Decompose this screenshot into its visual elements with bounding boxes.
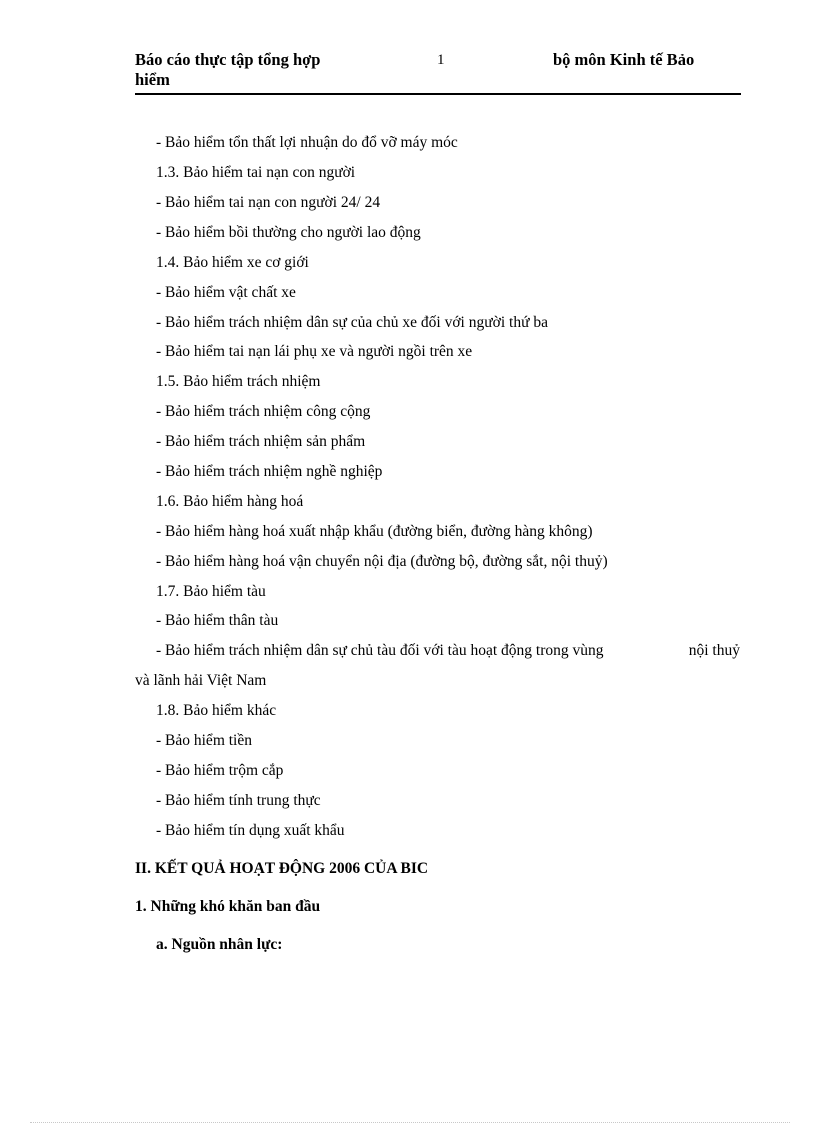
section-heading: 1.6. Bảo hiểm hàng hoá: [156, 493, 304, 510]
list-item: - Bảo hiểm tín dụng xuất khẩu: [156, 822, 345, 839]
subsubsection-heading: a. Nguồn nhân lực:: [156, 936, 283, 953]
header-divider: [135, 93, 741, 95]
section-heading: 1.7. Bảo hiểm tàu: [156, 583, 266, 600]
list-item-wrapped: [156, 641, 740, 661]
list-item: - Bảo hiểm tai nạn con người 24/ 24: [156, 194, 381, 211]
page-number: 1: [437, 52, 445, 68]
list-item: - Bảo hiểm hàng hoá vận chuyển nội địa (đường bộ, đường sắt, nội thuỷ): [156, 553, 608, 570]
subsection-heading: 1. Những khó khăn ban đầu: [135, 898, 321, 915]
page-header: [135, 50, 740, 94]
list-item: - Bảo hiểm hàng hoá xuất nhập khẩu (đường biển, đường hàng không): [156, 523, 593, 540]
list-item: - Bảo hiểm tiền: [156, 732, 252, 749]
list-item: - Bảo hiểm bồi thường cho người lao động: [156, 224, 421, 241]
section-heading: 1.4. Bảo hiểm xe cơ giới: [156, 254, 309, 271]
list-item: - Bảo hiểm trách nhiệm nghề nghiệp: [156, 463, 383, 480]
list-item: - Bảo hiểm tai nạn lái phụ xe và người ngồi trên xe: [156, 343, 473, 360]
header-report-title: [135, 50, 365, 90]
list-item-text-end: nội thuỷ: [688, 642, 740, 659]
header-title-line-1: Báo cáo thực tập tổng hợp: [135, 50, 321, 69]
list-item: - Bảo hiểm trộm cắp: [156, 762, 284, 779]
list-item-text: - Bảo hiểm trách nhiệm dân sự chủ tàu đối với tàu hoạt động trong vùng: [156, 642, 604, 659]
list-item: - Bảo hiểm tính trung thực: [156, 792, 321, 809]
section-heading: 1.3. Bảo hiểm tai nạn con người: [156, 164, 356, 181]
list-item-continuation: và lãnh hải Việt Nam: [135, 672, 267, 689]
list-item: - Bảo hiểm tổn thất lợi nhuận do đổ vỡ máy móc: [156, 134, 458, 151]
list-item: - Bảo hiểm vật chất xe: [156, 284, 296, 301]
section-heading: 1.5. Bảo hiểm trách nhiệm: [156, 373, 321, 390]
list-item: - Bảo hiểm trách nhiệm công cộng: [156, 403, 371, 420]
list-item: - Bảo hiểm trách nhiệm sản phẩm: [156, 433, 366, 450]
section-heading: 1.8. Bảo hiểm khác: [156, 702, 277, 719]
header-department: bộ môn Kinh tế Bảo: [553, 50, 695, 69]
list-item: - Bảo hiểm trách nhiệm dân sự của chủ xe đối với người thứ ba: [156, 314, 548, 331]
chapter-heading: II. KẾT QUẢ HOẠT ĐỘNG 2006 CỦA BIC: [135, 860, 429, 877]
header-title-line-2: hiểm: [135, 70, 170, 89]
list-item: - Bảo hiểm thân tàu: [156, 612, 279, 629]
